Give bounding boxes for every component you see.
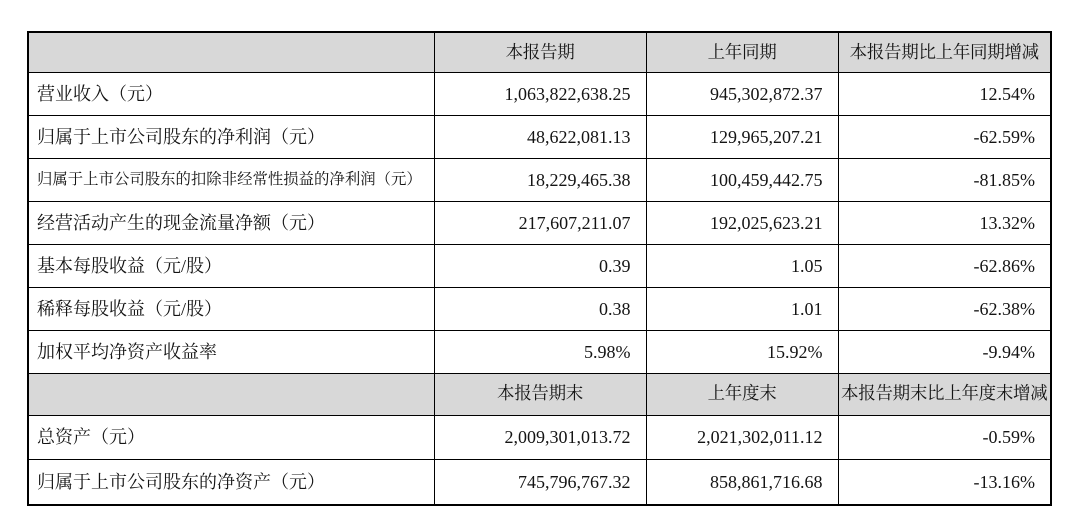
change-value: -62.86% xyxy=(838,244,1051,287)
change-value: 12.54% xyxy=(838,72,1051,115)
change-value: -9.94% xyxy=(838,330,1051,373)
prior-period-value: 100,459,442.75 xyxy=(646,158,838,201)
prior-period-value: 129,965,207.21 xyxy=(646,115,838,158)
current-period-value: 217,607,211.07 xyxy=(434,201,646,244)
change-value: 13.32% xyxy=(838,201,1051,244)
current-period-value: 1,063,822,638.25 xyxy=(434,72,646,115)
row-label: 归属于上市公司股东的扣除非经常性损益的净利润（元） xyxy=(28,158,434,201)
prior-period-value: 192,025,623.21 xyxy=(646,201,838,244)
prior-period-value: 858,861,716.68 xyxy=(646,459,838,505)
prior-period-value: 2,021,302,011.12 xyxy=(646,415,838,459)
period-header-row xyxy=(28,32,1051,72)
header-blank-cell xyxy=(28,373,434,415)
change-value: -62.59% xyxy=(838,115,1051,158)
period-end-header-row xyxy=(28,373,1051,415)
row-label: 经营活动产生的现金流量净额（元） xyxy=(28,201,434,244)
header-prior-period: 上年同期 xyxy=(646,32,838,72)
current-period-value: 0.38 xyxy=(434,287,646,330)
table-row-net-profit-excl-nonrecurring xyxy=(28,158,1051,201)
row-label: 归属于上市公司股东的净利润（元） xyxy=(28,115,434,158)
change-value: -0.59% xyxy=(838,415,1051,459)
header-period-change: 本报告期比上年同期增减 xyxy=(838,32,1051,72)
table-row-net-profit xyxy=(28,115,1051,158)
table-row-basic-eps xyxy=(28,244,1051,287)
header-period-end-change: 本报告期末比上年度末增减 xyxy=(838,373,1051,415)
header-current-period: 本报告期 xyxy=(434,32,646,72)
row-label: 稀释每股收益（元/股） xyxy=(28,287,434,330)
header-blank-cell xyxy=(28,32,434,72)
change-value: -13.16% xyxy=(838,459,1051,505)
financial-summary-table xyxy=(27,31,1052,506)
table-row-diluted-eps xyxy=(28,287,1051,330)
current-period-value: 2,009,301,013.72 xyxy=(434,415,646,459)
prior-period-value: 1.05 xyxy=(646,244,838,287)
current-period-value: 48,622,081.13 xyxy=(434,115,646,158)
table-row-net-assets xyxy=(28,459,1051,505)
row-label: 基本每股收益（元/股） xyxy=(28,244,434,287)
row-label: 营业收入（元） xyxy=(28,72,434,115)
table-row-operating-cash-flow xyxy=(28,201,1051,244)
change-value: -62.38% xyxy=(838,287,1051,330)
row-label: 归属于上市公司股东的净资产（元） xyxy=(28,459,434,505)
prior-period-value: 1.01 xyxy=(646,287,838,330)
current-period-value: 18,229,465.38 xyxy=(434,158,646,201)
change-value: -81.85% xyxy=(838,158,1051,201)
current-period-value: 0.39 xyxy=(434,244,646,287)
header-current-period-end: 本报告期末 xyxy=(434,373,646,415)
prior-period-value: 945,302,872.37 xyxy=(646,72,838,115)
row-label: 总资产（元） xyxy=(28,415,434,459)
header-prior-year-end: 上年度末 xyxy=(646,373,838,415)
table-row-operating-revenue xyxy=(28,72,1051,115)
current-period-value: 5.98% xyxy=(434,330,646,373)
table-row-weighted-avg-roe xyxy=(28,330,1051,373)
current-period-value: 745,796,767.32 xyxy=(434,459,646,505)
prior-period-value: 15.92% xyxy=(646,330,838,373)
table-row-total-assets xyxy=(28,415,1051,459)
row-label: 加权平均净资产收益率 xyxy=(28,330,434,373)
